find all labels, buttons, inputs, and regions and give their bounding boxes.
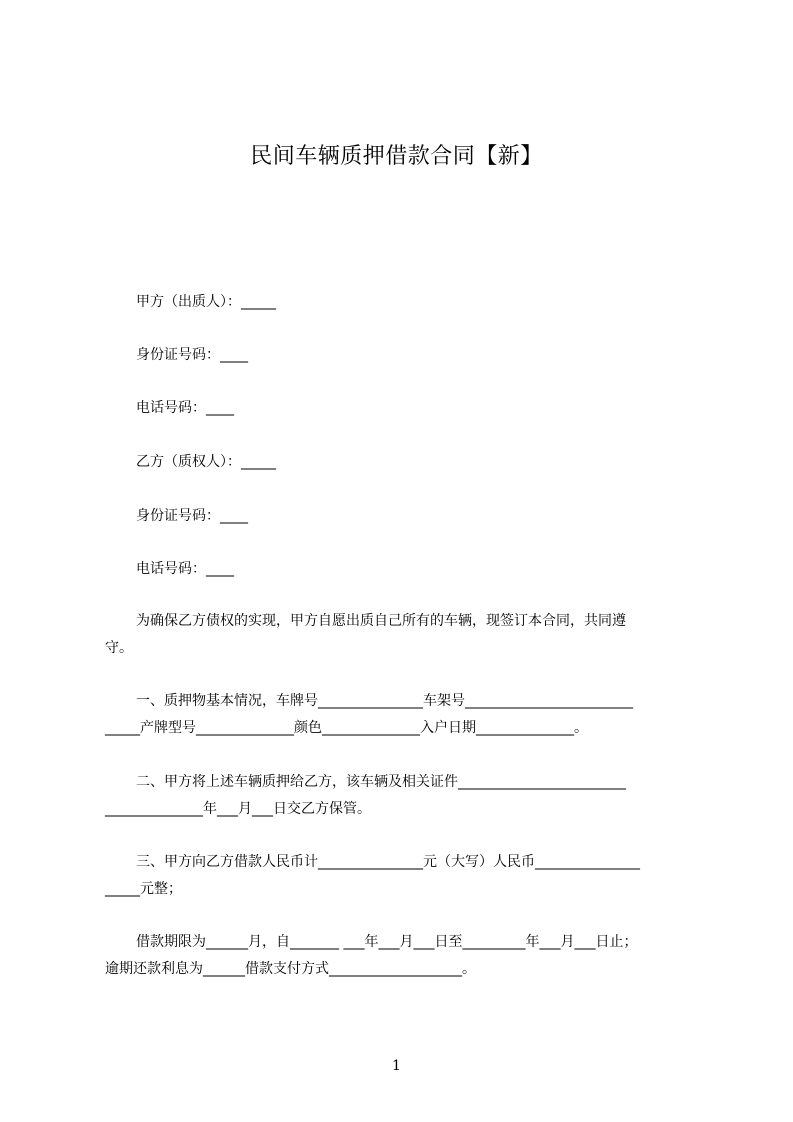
party-a-phone-field: 电话号码：____ <box>136 400 234 416</box>
party-b-phone-field: 电话号码：____ <box>136 561 234 577</box>
clause-1-paragraph <box>105 691 701 739</box>
clause-1-line-1: 一、质押物基本情况，车牌号_______________车架号________________________ <box>136 693 633 709</box>
clause-2-line-1: 二、甲方将上述车辆质押给乙方，该车辆及相关证件________________________ <box>136 774 626 790</box>
clause-1-line-2: _____产牌型号______________颜色______________入户日期______________。 <box>105 720 588 736</box>
loan-term-line-1: 借款期限为______月，自_______ ___年___月___日至_________年___月___日止； <box>136 934 638 950</box>
clause-3-paragraph <box>105 852 701 900</box>
party-a-name-field: 甲方（出质人）：_____ <box>136 294 276 310</box>
party-b-id-field: 身份证号码：____ <box>136 508 248 524</box>
intro-line-2: 守。 <box>105 640 133 656</box>
intro-line-1: 为确保乙方债权的实现，甲方自愿出质自己所有的车辆，现签订本合同，共同遵 <box>136 613 626 629</box>
page-number: 1 <box>392 1058 401 1074</box>
clause-3-line-2: _____元整； <box>105 881 182 897</box>
loan-term-paragraph <box>105 932 701 980</box>
party-b-name-field: 乙方（质权人）：_____ <box>136 454 276 470</box>
loan-term-line-2: 逾期还款利息为______借款支付方式___________________。 <box>105 961 476 977</box>
document-title: 民间车辆质押借款合同【新】 <box>250 144 543 169</box>
clause-3-line-1: 三、甲方向乙方借款人民币计_______________元（大写）人民币_______________ <box>136 854 640 870</box>
clause-2-line-2: ______________年___月___日交乙方保管。 <box>105 801 371 817</box>
party-a-id-field: 身份证号码：____ <box>136 347 248 363</box>
clause-2-paragraph <box>105 772 701 820</box>
intro-paragraph <box>105 611 701 659</box>
